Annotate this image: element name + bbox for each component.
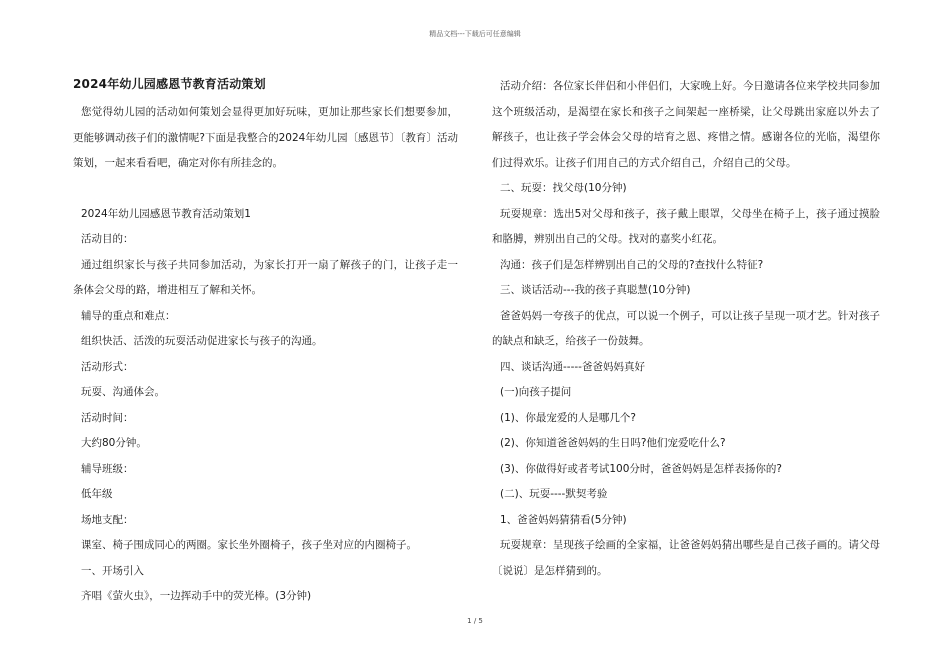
paragraph: 2024年幼儿园感恩节教育活动策划1 [81, 207, 251, 220]
paragraph: 活动介绍：各位家长伴侣和小伴侣们，大家晚上好。今日邀请各位来学校共同参加这个班级活动，是渴望在家长和孩子之间架起一座桥梁，让父母跳出家庭以外去了解孩子，也让孩子学会体会父母的培育之恩、疼惜之情。感谢各位的光临，渴望你们过得欢乐。让孩子们用自己的方式介绍自己，介绍自己的父母。 [492, 80, 880, 169]
document-title: 2024年幼儿园感恩节教育活动策划 [73, 77, 266, 91]
page-header: 精品文档---下载后可任意编辑 [429, 30, 521, 38]
paragraph: 玩耍规章：呈现孩子绘画的全家福，让爸爸妈妈猜出哪些是自己孩子画的。请父母〔说说〕是怎样猜到的。 [492, 539, 880, 577]
paragraph: 课室、椅子围成同心的两圈。家长坐外圈椅子，孩子坐对应的内圈椅子。 [81, 539, 417, 551]
paragraph: 玩耍规章：选出5对父母和孩子，孩子戴上眼罩，父母坐在椅子上，孩子通过摸脸和胳膊，辨别出自己的父母。找对的嘉奖小红花。 [492, 207, 880, 245]
paragraph: 活动时间： [81, 411, 134, 424]
paragraph: 辅导的重点和难点： [81, 309, 176, 322]
paragraph: 一、开场引入 [81, 564, 144, 577]
paragraph: 二、玩耍：找父母(10分钟) [500, 182, 627, 194]
paragraph: 沟通：孩子们是怎样辨别出自己的父母的?查找什么特征? [500, 258, 764, 271]
paragraph: 四、谈话沟通-----爸爸妈妈真好 [500, 360, 645, 373]
left-paragraphs [73, 100, 458, 610]
paragraph: 组织快活、活泼的玩耍活动促进家长与孩子的沟通。 [81, 335, 323, 347]
right-column [492, 74, 880, 584]
paragraph: 1、爸爸妈妈猜猜看(5分钟) [500, 513, 627, 526]
paragraph: 齐唱《萤火虫》，一边挥动手中的荧光棒。(3分钟) [81, 590, 312, 602]
paragraph: (1)、你最宠爱的人是哪几个? [500, 411, 636, 424]
paragraph: 低年级 [81, 488, 113, 500]
paragraph: (一)向孩子提问 [500, 386, 572, 398]
blank-line [73, 177, 458, 202]
left-column [73, 74, 458, 610]
paragraph: 爸爸妈妈一夸孩子的优点，可以说一个例子，可以让孩子呈现一项才艺。针对孩子的缺点和缺乏，给孩子一份鼓舞。 [492, 309, 880, 347]
paragraph: (3)、你做得好或者考试100分时，爸爸妈妈是怎样表扬你的? [500, 462, 782, 475]
paragraph: (2)、你知道爸爸妈妈的生日吗?他们宠爱吃什么? [500, 437, 726, 449]
paragraph: 活动形式： [81, 360, 134, 373]
paragraph: 活动目的： [81, 233, 134, 245]
paragraph: (二)、玩耍----默契考验 [500, 488, 608, 500]
paragraph: 通过组织家长与孩子共同参加活动，为家长打开一扇了解孩子的门，让孩子走一条体会父母的路，增进相互了解和关怀。 [73, 258, 458, 296]
paragraph: 场地支配： [81, 513, 134, 526]
paragraph: 三、谈话活动---我的孩子真聪慧(10分钟) [500, 284, 691, 296]
paragraph: 玩耍、沟通体会。 [81, 386, 165, 398]
page-number: 1 / 5 [467, 617, 483, 625]
paragraph: 大约80分钟。 [81, 437, 147, 449]
paragraph: 您觉得幼儿园的活动如何策划会显得更加好玩味，更加让那些家长们想要参加，更能够调动孩子们的激情呢?下面是我整合的2024年幼儿园〔感恩节〕〔教育〕活动策划，一起来看看吧，确定对你有所挂念的。 [73, 106, 458, 169]
paragraph: 辅导班级： [81, 462, 134, 475]
